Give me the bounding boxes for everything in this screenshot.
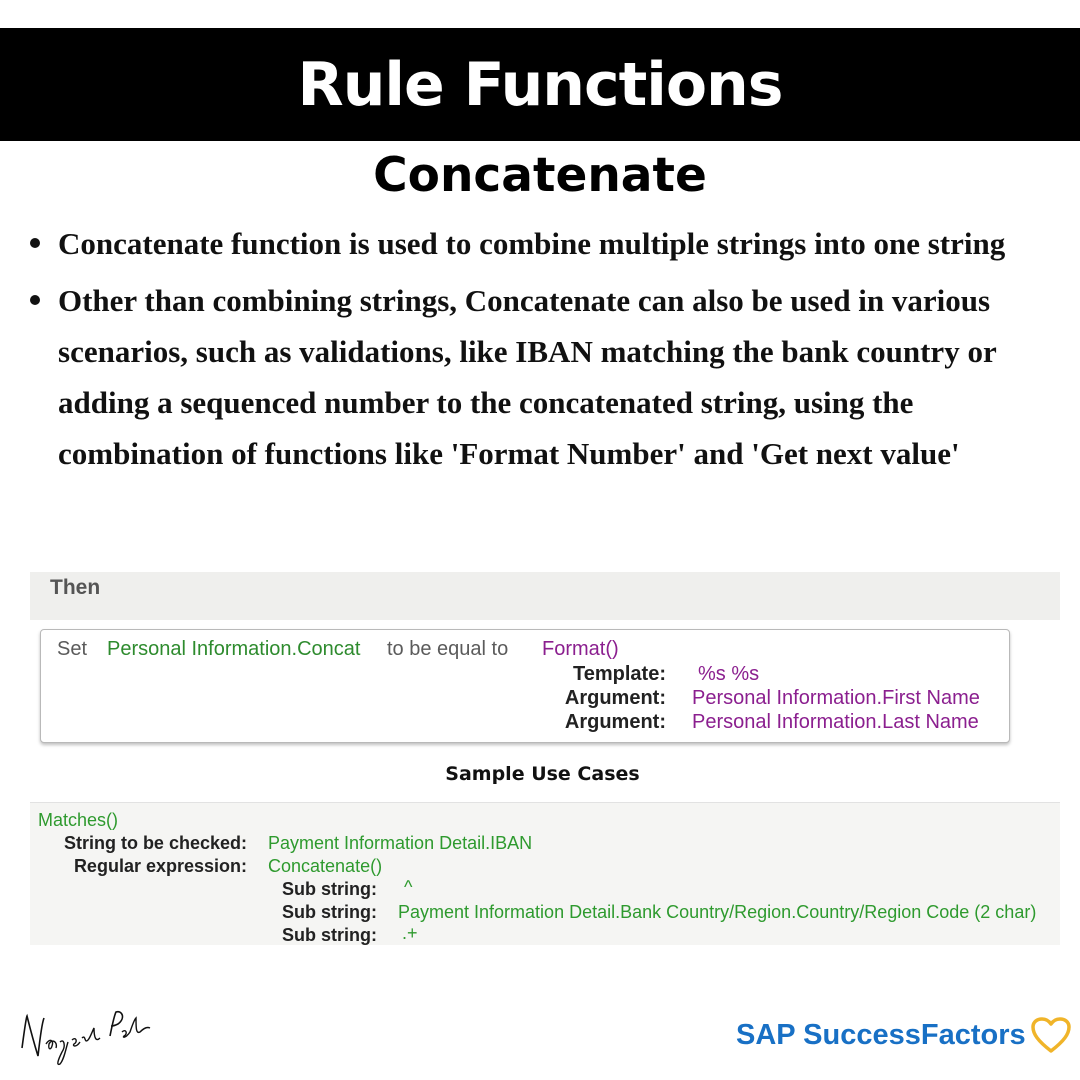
- bullet-dot-icon: [30, 238, 40, 248]
- sub-string-label: Sub string:: [282, 879, 377, 899]
- title-banner: [0, 28, 1080, 141]
- sample-use-cases-title: Sample Use Cases: [445, 763, 640, 785]
- equal-text: to be equal to: [387, 638, 509, 660]
- bullet-text: Other than combining strings, Concatenate can also be used in various scenarios, such as validations, like IBAN matching the bank country or adding a sequenced number to the concatenated string, using the combination of functions like 'Format Number' and 'Get next value': [58, 283, 997, 471]
- bullet-list: [26, 218, 1066, 485]
- page-title: Rule Functions: [297, 49, 783, 120]
- set-keyword: Set: [57, 638, 88, 660]
- argument-value[interactable]: Personal Information.Last Name: [692, 711, 979, 733]
- sub-string-label: Sub string:: [282, 925, 377, 945]
- string-checked-value[interactable]: Payment Information Detail.IBAN: [268, 833, 533, 853]
- matches-function[interactable]: Matches(): [38, 810, 119, 830]
- string-checked-label: String to be checked:: [63, 833, 247, 853]
- sub-string-value[interactable]: ^: [404, 877, 413, 897]
- heart-icon: [1030, 1016, 1072, 1054]
- template-value[interactable]: %s %s: [698, 663, 760, 685]
- rule-expression-box: [40, 629, 1010, 743]
- target-field[interactable]: Personal Information.Concat: [107, 638, 361, 660]
- author-signature: [18, 1008, 158, 1070]
- sub-string-value[interactable]: .+: [402, 923, 418, 943]
- signature-icon: [18, 1008, 158, 1070]
- matches-example-panel: [30, 802, 1060, 945]
- template-label: Template:: [573, 663, 666, 685]
- then-label: Then: [50, 576, 101, 599]
- sub-string-label: Sub string:: [282, 902, 377, 922]
- bullet-item: [26, 218, 1066, 269]
- bullet-item: [26, 275, 1066, 479]
- format-function[interactable]: Format(): [542, 638, 619, 660]
- argument-label: Argument:: [564, 711, 666, 733]
- concatenate-function[interactable]: Concatenate(): [268, 856, 383, 876]
- regex-label: Regular expression:: [73, 856, 247, 876]
- logo-text: SAP SuccessFactors: [736, 1018, 1026, 1051]
- bullet-text: Concatenate function is used to combine multiple strings into one string: [58, 226, 1006, 261]
- then-header-bar: [30, 572, 1060, 620]
- section-subtitle: Concatenate: [373, 148, 707, 203]
- argument-value[interactable]: Personal Information.First Name: [692, 687, 980, 709]
- sap-successfactors-logo: [736, 1016, 1072, 1054]
- argument-label: Argument:: [564, 687, 666, 709]
- bullet-dot-icon: [30, 295, 40, 305]
- sub-string-value[interactable]: Payment Information Detail.Bank Country/Region.Country/Region Code (2 char): [398, 902, 1037, 922]
